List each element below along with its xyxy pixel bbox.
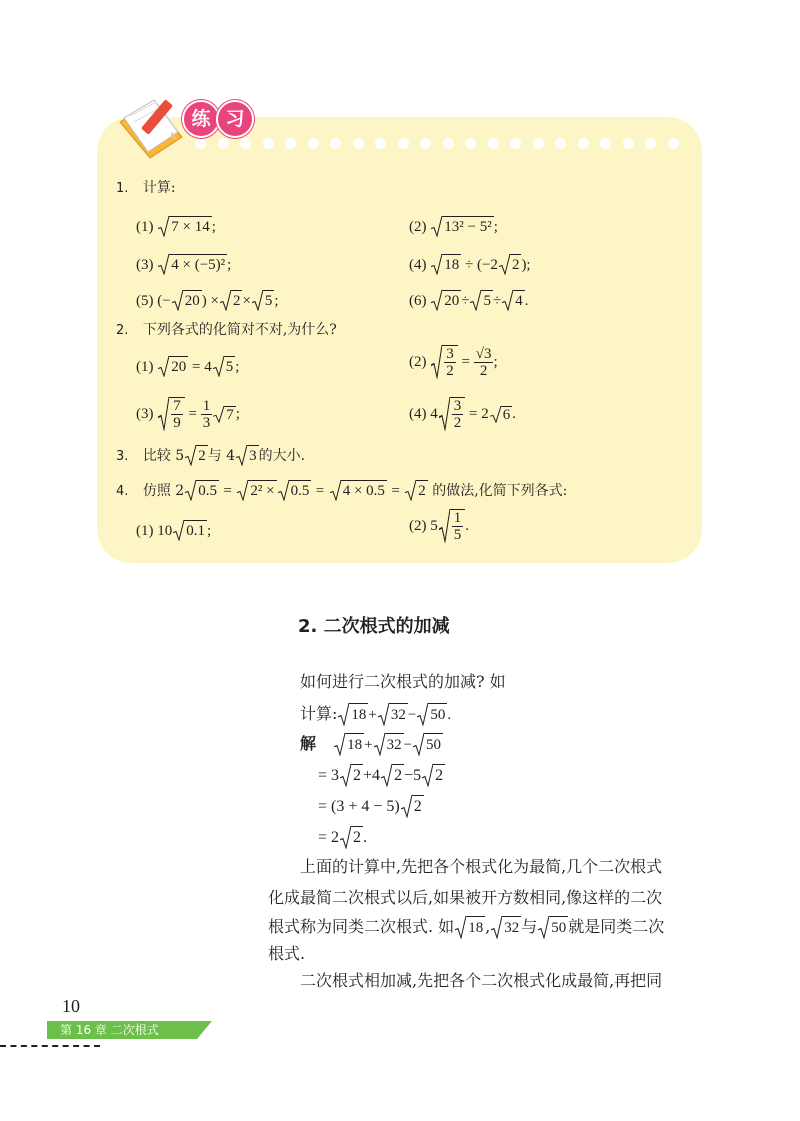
panel-dot bbox=[465, 138, 476, 149]
radical bbox=[185, 480, 219, 501]
item-mid: ÷ (−2 bbox=[465, 257, 498, 273]
radicand: 2 bbox=[392, 764, 404, 787]
section-intro: 如何进行二次根式的加减? 如 bbox=[300, 672, 506, 691]
radicand: 4 × 0.5 bbox=[341, 480, 387, 501]
radical bbox=[499, 254, 522, 275]
paragraph-1-line-2: 化成最简二次根式以后,如果被开方数相同,像这样的二次 bbox=[268, 888, 663, 907]
panel-dot bbox=[668, 138, 679, 149]
denominator: 9 bbox=[173, 415, 181, 431]
panel-dot bbox=[623, 138, 634, 149]
denominator: 3 bbox=[202, 414, 211, 431]
item-label: (4) bbox=[409, 406, 427, 422]
panel-dot bbox=[645, 138, 656, 149]
item-label: (4) bbox=[409, 257, 427, 273]
page-number: 10 bbox=[62, 996, 80, 1016]
numerator: 7 bbox=[173, 398, 181, 414]
panel-dot bbox=[263, 138, 274, 149]
coef: 3 bbox=[331, 767, 340, 784]
item-tail: ; bbox=[274, 293, 279, 309]
item-tail: ); bbox=[521, 257, 531, 273]
item-mid: ) × bbox=[201, 293, 219, 309]
exercise-badge bbox=[180, 98, 250, 136]
chapter-label: 第 16 章 二次根式 bbox=[60, 1023, 159, 1037]
panel-dot bbox=[285, 138, 296, 149]
radical bbox=[237, 480, 276, 501]
item-mid: ÷ bbox=[492, 293, 502, 309]
radicand: 4 × (−5)² bbox=[169, 254, 227, 275]
panel-dot bbox=[510, 138, 521, 149]
q1-item-3 bbox=[136, 254, 231, 275]
radical bbox=[252, 290, 275, 311]
radicand: 6 bbox=[502, 406, 511, 423]
radical bbox=[491, 916, 521, 939]
radicand: 32 bbox=[502, 916, 521, 939]
item-tail: ; bbox=[227, 257, 232, 273]
coef: +4 bbox=[363, 767, 381, 784]
question-1 bbox=[116, 178, 176, 199]
radical bbox=[158, 397, 185, 431]
radical bbox=[413, 733, 443, 756]
radicand: 7 bbox=[226, 406, 234, 423]
radical bbox=[405, 480, 428, 501]
item-label: (2) bbox=[409, 518, 427, 534]
item-label: (5) bbox=[136, 293, 154, 309]
q1-item-6 bbox=[409, 290, 528, 311]
radicand: 5 bbox=[263, 290, 275, 311]
item-tail: . bbox=[524, 293, 529, 309]
question-text: 与 4 bbox=[207, 448, 236, 464]
question-text: 下列各式的化简对不对,为什么? bbox=[142, 322, 337, 338]
radicand: 18 bbox=[345, 733, 364, 756]
radicand: 20 bbox=[169, 356, 188, 377]
step-3 bbox=[318, 826, 367, 849]
numerator: √3 bbox=[475, 345, 492, 362]
step-2 bbox=[318, 795, 424, 818]
radical bbox=[334, 733, 364, 756]
item-label: (2) bbox=[409, 354, 427, 370]
item-label: (1) bbox=[136, 523, 154, 539]
radical bbox=[236, 445, 259, 466]
period: . bbox=[447, 707, 452, 723]
question-number: 1. bbox=[116, 181, 129, 196]
paragraph-1-line-4: 根式. bbox=[268, 944, 306, 963]
question-2 bbox=[116, 320, 337, 341]
radical bbox=[213, 406, 236, 423]
paragraph-2-line-1: 二次根式相加减,先把各个二次根式化成最简,再把同 bbox=[300, 971, 663, 990]
question-number: 2. bbox=[116, 323, 129, 338]
radicand: 20 bbox=[183, 290, 202, 311]
panel-dot bbox=[375, 138, 386, 149]
equals: = bbox=[391, 483, 400, 499]
panel-dot bbox=[330, 138, 341, 149]
radical bbox=[439, 509, 466, 543]
radicand: 2 bbox=[351, 764, 363, 787]
question-text: 的大小. bbox=[258, 448, 306, 464]
radicand: 2 bbox=[433, 764, 445, 787]
radicand: 2 bbox=[196, 445, 208, 466]
item-label: (2) bbox=[409, 219, 427, 235]
radical bbox=[158, 356, 188, 377]
numerator: 3 bbox=[453, 398, 462, 414]
radical bbox=[455, 916, 485, 939]
operator: + bbox=[368, 707, 377, 723]
radical bbox=[470, 290, 493, 311]
item-tail: ; bbox=[207, 523, 212, 539]
radical bbox=[340, 764, 363, 787]
question-number: 4. bbox=[116, 484, 129, 499]
question-3 bbox=[116, 445, 305, 467]
radicand: 0.1 bbox=[184, 520, 207, 541]
dashed-rule bbox=[0, 1045, 100, 1047]
radicand: 7 × 14 bbox=[169, 216, 211, 237]
equals: = bbox=[318, 829, 328, 846]
radicand: 0.5 bbox=[289, 480, 312, 501]
panel-dot bbox=[240, 138, 251, 149]
radicand: 4 bbox=[513, 290, 525, 311]
question-4 bbox=[116, 480, 567, 502]
radicand: 20 bbox=[442, 290, 461, 311]
radical bbox=[340, 826, 363, 849]
radicand: 50 bbox=[549, 916, 568, 939]
radicand: 50 bbox=[428, 703, 447, 726]
radical bbox=[330, 480, 387, 501]
radical bbox=[417, 703, 447, 726]
q4-item-2 bbox=[409, 509, 469, 543]
denominator: 2 bbox=[453, 415, 462, 431]
text: 根式称为同类二次根式. 如 bbox=[268, 917, 455, 936]
radical bbox=[213, 356, 236, 377]
equals: = bbox=[188, 406, 197, 422]
radicand: 5 bbox=[224, 356, 236, 377]
calc-label: 计算: bbox=[300, 704, 338, 723]
question-text: 的做法,化简下列各式: bbox=[432, 483, 568, 499]
item-label: (3) bbox=[136, 257, 154, 273]
radical bbox=[502, 290, 525, 311]
section-title: 2. 二次根式的加减 bbox=[298, 616, 450, 637]
item-label: (3) bbox=[136, 406, 154, 422]
operator: − bbox=[403, 737, 413, 753]
equals: = bbox=[461, 354, 470, 370]
radical bbox=[220, 290, 243, 311]
radical bbox=[401, 795, 424, 818]
radicand: 18 bbox=[466, 916, 485, 939]
panel-dot bbox=[578, 138, 589, 149]
panel-dot bbox=[398, 138, 409, 149]
item-pre: 4 bbox=[430, 406, 438, 422]
q2-item-4 bbox=[409, 397, 516, 431]
equals: = 2 bbox=[469, 406, 489, 422]
coef: (3 + 4 − 5) bbox=[331, 798, 400, 815]
q4-item-1 bbox=[136, 520, 211, 541]
q1-item-4 bbox=[409, 254, 531, 275]
item-tail: ; bbox=[235, 359, 240, 375]
operator: + bbox=[364, 737, 373, 753]
badge-char-1: 练 bbox=[182, 100, 220, 138]
radicand: 2 bbox=[351, 826, 363, 849]
question-number: 3. bbox=[116, 449, 129, 464]
item-tail: ; bbox=[211, 219, 216, 235]
item-label: (6) bbox=[409, 293, 427, 309]
radical bbox=[158, 216, 211, 237]
item-pre: 10 bbox=[157, 523, 173, 539]
radical bbox=[158, 254, 227, 275]
radicand: 2 bbox=[231, 290, 243, 311]
operator: − bbox=[407, 707, 417, 723]
equals: = bbox=[318, 767, 328, 784]
item-tail: . bbox=[465, 518, 469, 534]
q1-item-5 bbox=[136, 290, 279, 311]
text: , bbox=[485, 917, 491, 936]
question-text: 仿照 2 bbox=[142, 483, 185, 499]
q1-item-1 bbox=[136, 216, 216, 237]
radical bbox=[431, 254, 461, 275]
panel-dot bbox=[533, 138, 544, 149]
panel-dot bbox=[308, 138, 319, 149]
item-pre: (− bbox=[157, 293, 171, 309]
text: 就是同类二次 bbox=[568, 917, 665, 936]
denominator: 2 bbox=[446, 363, 454, 379]
badge-char-2: 习 bbox=[216, 100, 254, 138]
item-mid: = 4 bbox=[192, 359, 212, 375]
radical bbox=[374, 733, 404, 756]
radical bbox=[490, 406, 513, 423]
numerator: 1 bbox=[453, 510, 462, 526]
radical bbox=[431, 216, 493, 237]
radicand: 2 bbox=[412, 795, 424, 818]
coef: 2 bbox=[331, 829, 340, 846]
q2-item-3 bbox=[136, 397, 240, 431]
panel-dot bbox=[555, 138, 566, 149]
equals: = bbox=[318, 798, 328, 815]
coef: −5 bbox=[404, 767, 422, 784]
radical bbox=[422, 764, 445, 787]
item-label: (1) bbox=[136, 359, 154, 375]
q2-item-2 bbox=[409, 345, 498, 379]
numerator: 1 bbox=[202, 397, 211, 414]
radical bbox=[381, 764, 404, 787]
radicand: 13² − 5² bbox=[442, 216, 493, 237]
denominator: 5 bbox=[453, 527, 462, 543]
radical bbox=[431, 290, 461, 311]
radicand: 0.5 bbox=[196, 480, 219, 501]
denominator: 2 bbox=[479, 362, 488, 379]
panel-dot bbox=[420, 138, 431, 149]
item-tail: ; bbox=[235, 406, 240, 422]
radicand: 32 bbox=[389, 703, 408, 726]
radicand: 18 bbox=[349, 703, 368, 726]
calc-line bbox=[300, 703, 451, 726]
panel-dot bbox=[218, 138, 229, 149]
radical bbox=[278, 480, 312, 501]
radicand: 2 bbox=[416, 480, 428, 501]
radicand: 5 bbox=[481, 290, 493, 311]
item-label: (1) bbox=[136, 219, 154, 235]
item-tail: ; bbox=[493, 354, 498, 370]
radical bbox=[338, 703, 368, 726]
radical bbox=[431, 345, 458, 379]
radicand: 50 bbox=[424, 733, 443, 756]
radicand: 18 bbox=[442, 254, 461, 275]
item-mid: ÷ bbox=[461, 293, 470, 309]
question-text: 计算: bbox=[142, 180, 176, 196]
panel-dot bbox=[353, 138, 364, 149]
item-tail: . bbox=[512, 406, 516, 422]
panel-dot bbox=[488, 138, 499, 149]
radical bbox=[538, 916, 568, 939]
panel-dot bbox=[600, 138, 611, 149]
solution-line bbox=[300, 733, 443, 756]
radical bbox=[439, 397, 466, 431]
item-tail: ; bbox=[493, 219, 498, 235]
item-pre: 5 bbox=[430, 518, 438, 534]
equals: = bbox=[315, 483, 325, 499]
radical bbox=[185, 445, 208, 466]
item-mid: × bbox=[242, 293, 251, 309]
step-1 bbox=[318, 764, 445, 787]
q2-item-1 bbox=[136, 356, 239, 377]
radical bbox=[173, 520, 207, 541]
radicand: 3 bbox=[247, 445, 259, 466]
equals: = bbox=[223, 483, 232, 499]
question-text: 比较 5 bbox=[142, 448, 185, 464]
panel-dot-border bbox=[195, 138, 695, 152]
panel-dot bbox=[443, 138, 454, 149]
text: 与 bbox=[521, 917, 538, 936]
radicand: 2 bbox=[510, 254, 522, 275]
q1-item-2 bbox=[409, 216, 498, 237]
period: . bbox=[363, 829, 368, 846]
radical bbox=[172, 290, 202, 311]
paragraph-1-line-1: 上面的计算中,先把各个根式化为最简,几个二次根式 bbox=[300, 857, 663, 876]
solve-label: 解 bbox=[300, 734, 317, 753]
radicand: 2² × bbox=[248, 480, 276, 501]
numerator: 3 bbox=[446, 346, 454, 362]
radicand: 32 bbox=[385, 733, 404, 756]
radical bbox=[378, 703, 408, 726]
paragraph-1-line-3 bbox=[268, 916, 664, 939]
